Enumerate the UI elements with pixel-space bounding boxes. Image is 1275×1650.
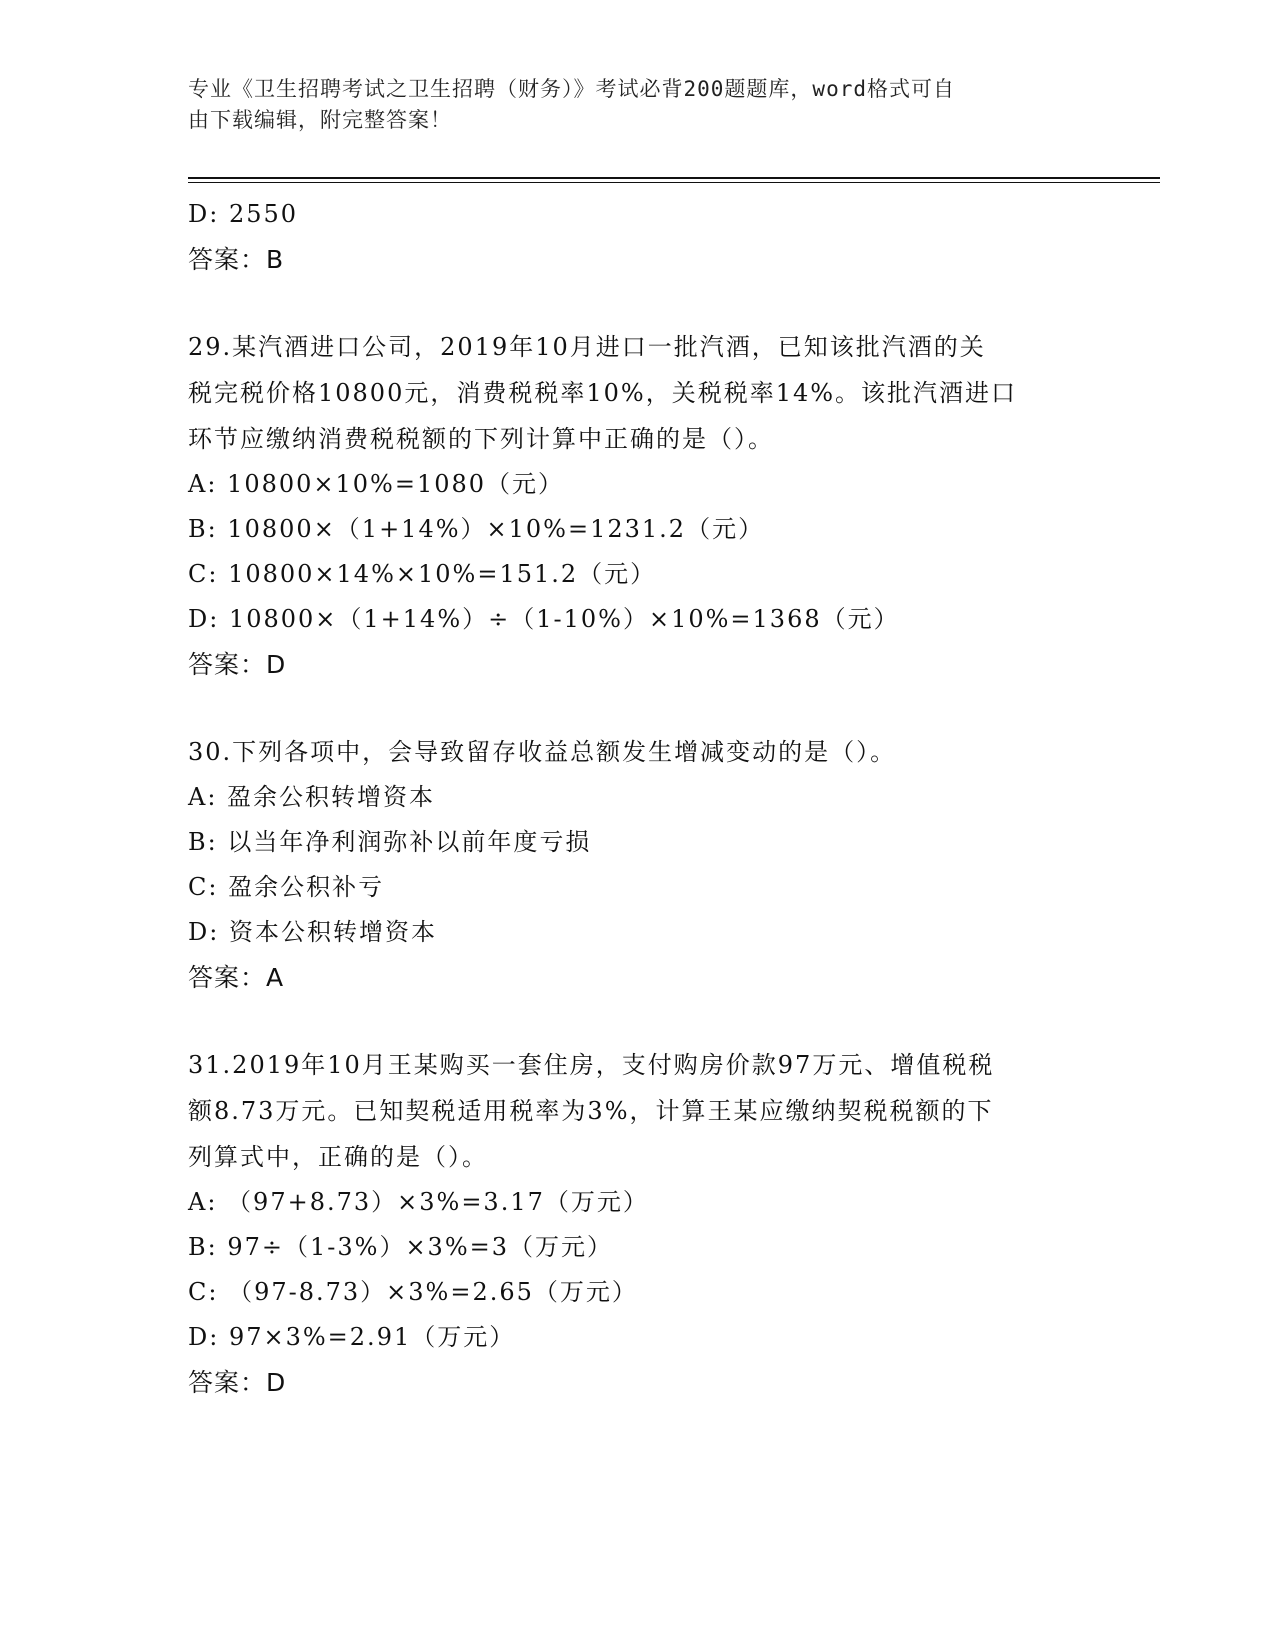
document-header (188, 74, 1078, 136)
header-line-1: 专业《卫生招聘考试之卫生招聘（财务）》考试必背200题题库，word格式可自 (188, 77, 955, 101)
question-30-option-a: A: 盈余公积转增资本 (188, 783, 436, 811)
question-29-option-a: A: 10800×10%=1080（元） (188, 470, 565, 498)
prev-answer: 答案：B (188, 245, 285, 274)
prev-option-d: D: 2550 (188, 200, 299, 228)
question-29-option-d: D: 10800×（1+14%）÷（1-10%）×10%=1368（元） (188, 605, 900, 633)
question-31-option-d: D: 97×3%=2.91（万元） (188, 1323, 516, 1351)
question-29-line-1: 29.某汽酒进口公司，2019年10月进口一批汽酒，已知该批汽酒的关 (188, 333, 986, 361)
question-31-option-c: C: （97-8.73）×3%=2.65（万元） (188, 1278, 638, 1306)
document-body (188, 192, 1088, 1405)
question-30-option-c: C: 盈余公积补亏 (188, 873, 385, 901)
question-29-line-2: 税完税价格10800元，消费税税率10%，关税税率14%。该批汽酒进口 (188, 379, 1018, 407)
question-29-option-b: B: 10800×（1+14%）×10%=1231.2（元） (188, 515, 765, 543)
question-29-answer: 答案：D (188, 650, 287, 679)
question-30-option-d: D: 资本公积转增资本 (188, 918, 437, 946)
question-29-line-3: 环节应缴纳消费税税额的下列计算中正确的是（）。 (188, 425, 774, 453)
question-29-option-c: C: 10800×14%×10%=151.2（元） (188, 560, 657, 588)
question-31-line-3: 列算式中，正确的是（）。 (188, 1143, 488, 1171)
question-30-answer: 答案：A (188, 963, 285, 992)
question-31-line-2: 额8.73万元。已知契税适用税率为3%，计算王某应缴纳契税税额的下 (188, 1097, 994, 1125)
question-31-option-b: B: 97÷（1-3%）×3%=3（万元） (188, 1233, 614, 1261)
question-31-answer: 答案：D (188, 1368, 287, 1397)
question-31-line-1: 31.2019年10月王某购买一套住房，支付购房价款97万元、增值税税 (188, 1051, 995, 1079)
question-31 (188, 1042, 1088, 1405)
header-rule-thin (188, 182, 1160, 183)
question-30-line-1: 30.下列各项中，会导致留存收益总额发生增减变动的是（）。 (188, 738, 897, 766)
header-line-2: 由下载编辑，附完整答案！ (188, 108, 452, 132)
question-31-option-a: A: （97+8.73）×3%=3.17（万元） (188, 1188, 649, 1216)
question-29 (188, 324, 1088, 687)
header-rule-thick (188, 177, 1160, 179)
question-30-option-b: B: 以当年净利润弥补以前年度亏损 (188, 828, 592, 856)
question-30 (188, 729, 1088, 1000)
